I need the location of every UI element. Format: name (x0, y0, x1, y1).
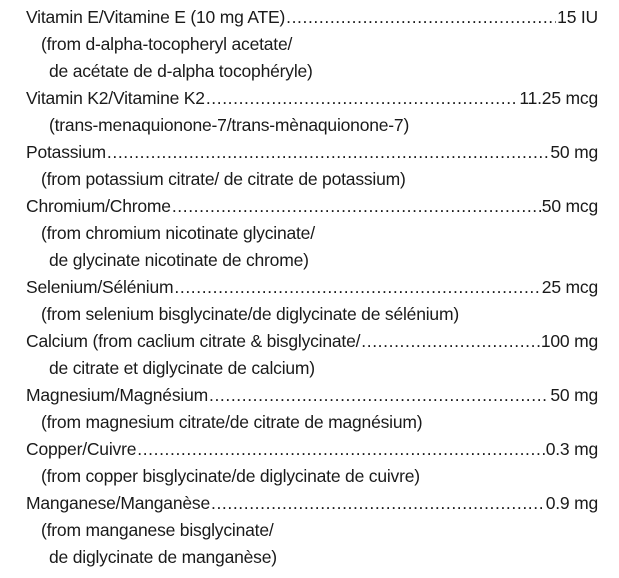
nutrient-row-selenium (26, 274, 598, 300)
nutrient-row-chromium (26, 193, 598, 219)
dot-leader (107, 139, 549, 165)
nutrient-source: (trans-menaquionone-7/trans-mènaquionone-7) (49, 115, 410, 135)
nutrient-row-magnesium (26, 382, 598, 408)
nutrient-amount: 0.9 mg (545, 493, 598, 513)
dot-leader (361, 328, 540, 354)
nutrient-name: Vitamin K2/Vitamine K2 (26, 88, 205, 108)
nutrient-row-calcium (26, 328, 598, 354)
nutrient-amount: 15 IU (557, 7, 598, 27)
nutrient-amount: 11.25 mcg (519, 88, 598, 108)
dot-leader (286, 4, 556, 30)
nutrient-amount: 25 mcg (541, 277, 598, 297)
nutrient-source: de diglycinate de manganèse) (49, 547, 277, 567)
nutrient-name: Vitamin E/Vitamine E (10 mg ATE) (26, 7, 286, 27)
dot-leader (172, 193, 541, 219)
nutrient-row-copper (26, 436, 598, 462)
dot-leader (174, 274, 540, 300)
nutrient-row-potassium (26, 139, 598, 165)
nutrient-source: de citrate et diglycinate de calcium) (49, 358, 315, 378)
nutrient-row-vitamin-k2 (26, 85, 598, 111)
dot-leader (206, 85, 519, 111)
nutrient-source: (from copper bisglycinate/de diglycinate de cuivre) (41, 466, 420, 486)
nutrient-name: Selenium/Sélénium (26, 277, 174, 297)
nutrient-name: Manganese/Manganèse (26, 493, 210, 513)
nutrient-amount: 50 mg (550, 385, 598, 405)
nutrient-name: Calcium (from caclium citrate & bisglycinate/ (26, 331, 361, 351)
nutrient-source: (from magnesium citrate/de citrate de magnésium) (41, 412, 423, 432)
nutrient-name: Copper/Cuivre (26, 439, 137, 459)
nutrient-source: de glycinate nicotinate de chrome) (49, 250, 309, 270)
dot-leader (211, 490, 545, 516)
nutrient-amount: 100 mg (540, 331, 598, 351)
nutrient-source: (from d-alpha-tocopheryl acetate/ (41, 34, 293, 54)
nutrient-amount: 50 mg (550, 142, 598, 162)
nutrient-name: Chromium/Chrome (26, 196, 171, 216)
nutrient-name: Potassium (26, 142, 106, 162)
nutrient-source: (from selenium bisglycinate/de diglycinate de sélénium) (41, 304, 459, 324)
nutrient-source: (from manganese bisglycinate/ (41, 520, 274, 540)
nutrient-amount: 0.3 mg (545, 439, 598, 459)
nutrient-source: de acétate de d-alpha tocophéryle) (49, 61, 313, 81)
nutrient-name: Magnesium/Magnésium (26, 385, 208, 405)
dot-leader (209, 382, 549, 408)
nutrient-source: (from potassium citrate/ de citrate de potassium) (41, 169, 406, 189)
nutrient-source: (from chromium nicotinate glycinate/ (41, 223, 315, 243)
nutrient-row-vitamin-e (26, 4, 598, 30)
nutrient-row-manganese (26, 490, 598, 516)
dot-leader (137, 436, 544, 462)
nutrient-amount: 50 mcg (541, 196, 598, 216)
